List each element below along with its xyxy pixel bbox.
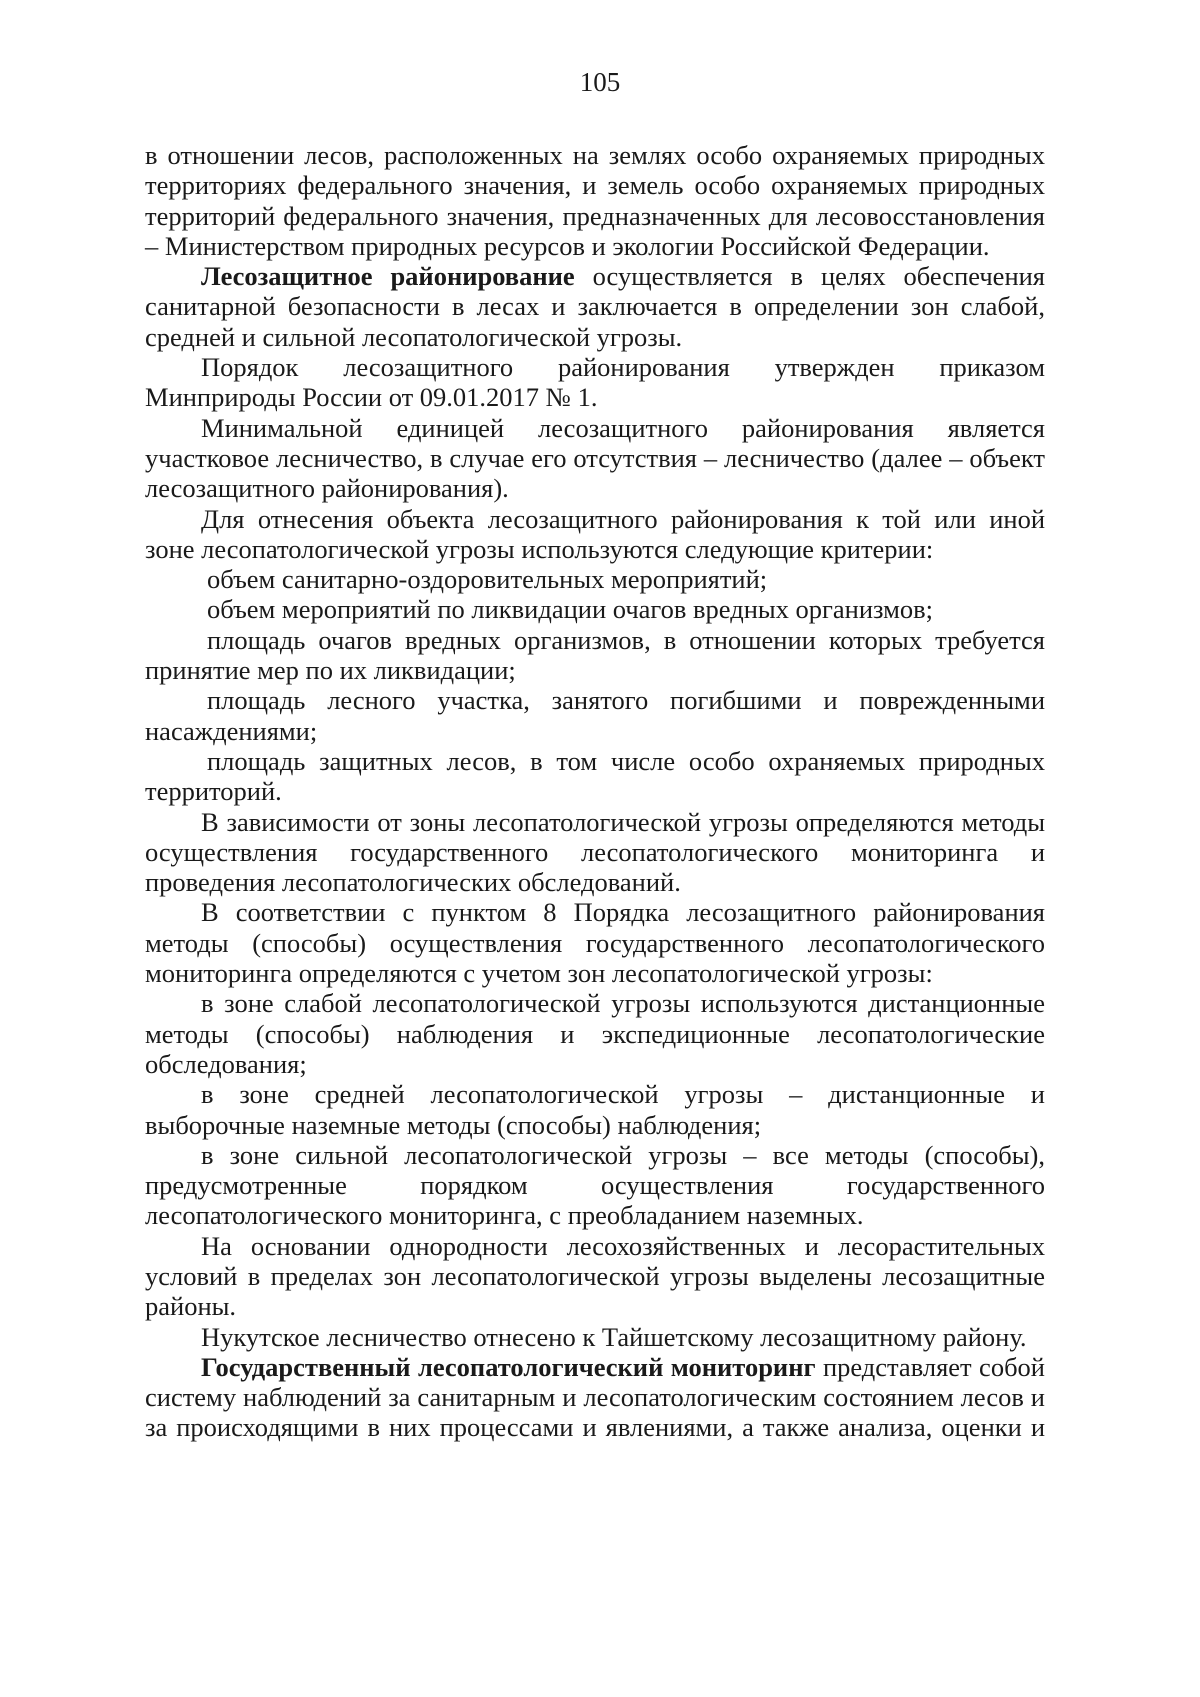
paragraph-monitoring-definition — [145, 1352, 1045, 1443]
term-state-forest-pathology-monitoring: Государственный лесопатологический мониторинг — [201, 1351, 816, 1382]
paragraph-nukut-forestry: Нукутское лесничество отнесено к Тайшетскому лесозащитному району. — [201, 1321, 1027, 1352]
paragraph-districts: На основании однородности лесохозяйственных и лесорастительных условий в пределах зон лесопатологической угрозы выделены лесозащитные районы. — [145, 1230, 1045, 1322]
document-body — [145, 140, 1045, 1443]
criterion-item: объем мероприятий по ликвидации очагов вредных организмов; — [207, 594, 934, 625]
paragraph-text: представляет собой систему наблюдений за санитарным и лесопатологическим состоянием лесов и за происходящими в них процессами и явлениями, а также анализа, оценки и — [145, 1351, 1045, 1443]
paragraph-methods-dependency: В зависимости от зоны лесопатологической угрозы определяются методы осуществления государственного лесопатологического мониторинга и проведения лесопатологических обследований. — [145, 806, 1045, 898]
paragraph-minimal-unit: Минимальной единицей лесозащитного районирования является участковое лесничество, в случае его отсутствия – лесничество (далее – объект лесозащитного районирования). — [145, 412, 1045, 504]
paragraph-zoning-order: Порядок лесозащитного районирования утвержден приказом Минприроды России от 09.01.2017 № 1. — [145, 352, 1045, 413]
paragraph-strong-zone: в зоне сильной лесопатологической угрозы – все методы (способы), предусмотренные порядком осуществления государственного лесопатологического мониторинга, с преобладанием наземных. — [145, 1139, 1045, 1231]
paragraph-continuation: в отношении лесов, расположенных на землях особо охраняемых природных территориях федерального значения, и земель особо охраняемых природных территорий федерального значения, предназначенных для лесовосстановления – Министерством природных ресурсов и экологии Российской Федерации. — [145, 140, 1045, 261]
criterion-item: площадь очагов вредных организмов, в отношении которых требуется принятие мер по их ликвидации; — [145, 624, 1045, 686]
criterion-item: объем санитарно-оздоровительных мероприятий; — [207, 564, 768, 595]
paragraph-text: осуществляется в целях обеспечения санитарной безопасности в лесах и заключается в определении зон слабой, средней и сильной лесопатологической угрозы. — [145, 261, 1045, 352]
paragraph-methods-intro: В соответствии с пунктом 8 Порядка лесозащитного районирования методы (способы) осуществления государственного лесопатологического мониторинга определяются с учетом зон лесопатологической угрозы: — [145, 897, 1045, 989]
paragraph-zoning-definition — [145, 261, 1045, 352]
criterion-item: площадь защитных лесов, в том числе особо охраняемых природных территорий. — [145, 745, 1045, 807]
paragraph-medium-zone: в зоне средней лесопатологической угрозы – дистанционные и выборочные наземные методы (способы) наблюдения; — [145, 1079, 1045, 1140]
term-forest-protection-zoning: Лесозащитное районирование — [201, 261, 575, 292]
paragraph-weak-zone: в зоне слабой лесопатологической угрозы используются дистанционные методы (способы) наблюдения и экспедиционные лесопатологические обследования; — [145, 988, 1045, 1079]
criterion-item: площадь лесного участка, занятого погибшими и поврежденными насаждениями; — [145, 685, 1045, 746]
paragraph-criteria-intro: Для отнесения объекта лесозащитного районирования к той или иной зоне лесопатологической угрозы используются следующие критерии: — [145, 503, 1045, 564]
page-number: 105 — [579, 67, 621, 97]
